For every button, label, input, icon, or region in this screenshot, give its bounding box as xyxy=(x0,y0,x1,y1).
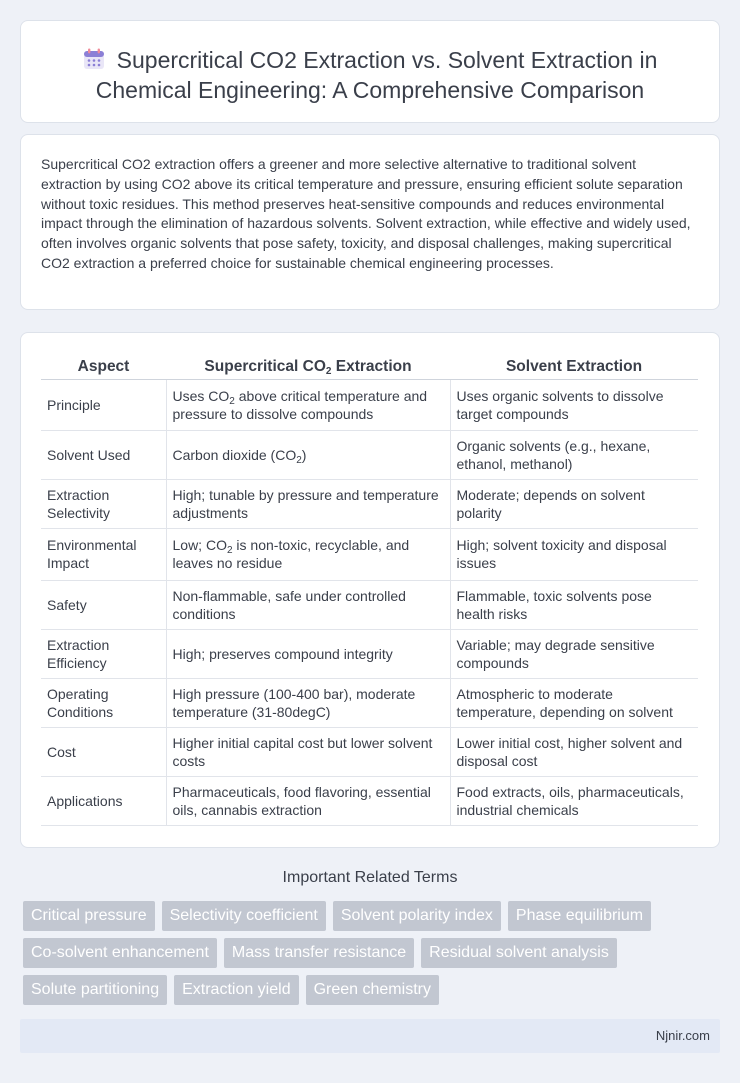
table-row xyxy=(41,629,698,678)
cell-supercritical-subscript: 2 xyxy=(229,395,235,407)
cell-supercritical xyxy=(166,727,450,776)
cell-aspect: Environmental Impact xyxy=(41,528,166,580)
header-aspect: Aspect xyxy=(41,353,166,379)
cell-supercritical xyxy=(166,678,450,727)
cell-solvent: Variable; may degrade sensitive compounds xyxy=(450,629,698,678)
related-term-tag[interactable]: Critical pressure xyxy=(23,901,155,931)
footer-site: Njnir.com xyxy=(655,1028,710,1043)
cell-aspect: Solvent Used xyxy=(41,430,166,479)
related-term-tag[interactable]: Green chemistry xyxy=(306,975,439,1005)
cell-solvent: Moderate; depends on solvent polarity xyxy=(450,479,698,528)
cell-aspect: Safety xyxy=(41,580,166,629)
header-supercritical-pre: Supercritical CO xyxy=(204,357,326,375)
cell-supercritical-text: Non-flammable, safe under controlled conditions xyxy=(172,587,406,622)
cell-supercritical-text: High; preserves compound integrity xyxy=(172,645,393,662)
cell-solvent: High; solvent toxicity and disposal issues xyxy=(450,528,698,580)
table-row xyxy=(41,580,698,629)
table-row xyxy=(41,528,698,580)
table-row xyxy=(41,776,698,825)
cell-supercritical-text: Carbon dioxide (CO xyxy=(172,446,297,463)
cell-supercritical-text: Higher initial capital cost but lower solvent costs xyxy=(172,734,433,769)
related-term-tag[interactable]: Extraction yield xyxy=(174,975,299,1005)
cell-supercritical xyxy=(166,580,450,629)
related-term-tag[interactable]: Mass transfer resistance xyxy=(224,938,414,968)
header-supercritical-post: Extraction xyxy=(331,357,412,375)
comparison-table xyxy=(41,353,698,826)
cell-solvent: Food extracts, oils, pharmaceuticals, industrial chemicals xyxy=(450,776,698,825)
title-card xyxy=(20,20,720,123)
cell-supercritical xyxy=(166,776,450,825)
cell-aspect: Extraction Efficiency xyxy=(41,629,166,678)
cell-solvent: Atmospheric to moderate temperature, depending on solvent xyxy=(450,678,698,727)
intro-paragraph: Supercritical CO2 extraction offers a greener and more selective alternative to traditional solvent extraction by using CO2 above its critical temperature and pressure, ensuring efficient solute separation without toxic residues. This method preserves heat-sensitive compounds and reduces environmental impact through the elimination of hazardous solvents. Solvent extraction, while effective and widely used, often involves organic solvents that pose safety, toxicity, and disposal challenges, making supercritical CO2 extraction a preferred choice for sustainable chemical engineering processes. xyxy=(41,156,691,271)
related-term-tag[interactable]: Residual solvent analysis xyxy=(421,938,617,968)
header-supercritical-sub: 2 xyxy=(325,365,332,377)
title-text: Supercritical CO2 Extraction vs. Solvent Extraction in Chemical Engineering: A Comprehensive Comparison xyxy=(95,47,658,103)
table-row xyxy=(41,727,698,776)
cell-supercritical-subscript: 2 xyxy=(226,545,233,556)
cell-supercritical-text-rest: is non-toxic, recyclable, and leaves no residue xyxy=(172,537,410,571)
cell-supercritical xyxy=(166,479,450,528)
related-term-tag[interactable]: Phase equilibrium xyxy=(508,901,651,931)
table-header-row xyxy=(41,353,698,379)
cell-aspect: Principle xyxy=(41,379,166,430)
related-terms-list xyxy=(23,901,723,1005)
cell-supercritical-subscript: 2 xyxy=(296,454,302,466)
header-solvent: Solvent Extraction xyxy=(450,353,698,379)
cell-supercritical xyxy=(166,430,450,479)
cell-supercritical-text-rest: above critical temperature and pressure to dissolve compounds xyxy=(172,387,428,422)
cell-supercritical xyxy=(166,629,450,678)
cell-aspect: Cost xyxy=(41,727,166,776)
cell-aspect: Applications xyxy=(41,776,166,825)
table-row xyxy=(41,678,698,727)
cell-solvent: Organic solvents (e.g., hexane, ethanol, methanol) xyxy=(450,430,698,479)
cell-supercritical-text: High pressure (100-400 bar), moderate temperature (31-80degC) xyxy=(172,685,416,720)
cell-solvent: Uses organic solvents to dissolve target compounds xyxy=(450,379,698,430)
cell-supercritical-text: Low; CO xyxy=(172,537,227,553)
table-row xyxy=(41,479,698,528)
related-term-tag[interactable]: Solvent polarity index xyxy=(333,901,501,931)
table-row xyxy=(41,379,698,430)
related-term-tag[interactable]: Solute partitioning xyxy=(23,975,167,1005)
cell-supercritical-text-rest: ) xyxy=(301,446,307,463)
cell-supercritical xyxy=(166,379,450,430)
cell-supercritical xyxy=(166,528,450,580)
comparison-card xyxy=(20,332,720,848)
footer xyxy=(20,1019,720,1053)
related-term-tag[interactable]: Selectivity coefficient xyxy=(162,901,326,931)
related-terms-heading: Important Related Terms xyxy=(282,869,458,886)
related-term-tag[interactable]: Co-solvent enhancement xyxy=(23,938,217,968)
cell-solvent: Flammable, toxic solvents pose health risks xyxy=(450,580,698,629)
table-row xyxy=(41,430,698,479)
page-title xyxy=(21,45,719,105)
cell-aspect: Operating Conditions xyxy=(41,678,166,727)
cell-supercritical-text: Uses CO xyxy=(172,387,230,404)
cell-supercritical-text: High; tunable by pressure and temperature adjustments xyxy=(172,486,439,521)
calendar-icon xyxy=(83,48,105,70)
intro-card xyxy=(20,134,720,310)
cell-supercritical-text: Pharmaceuticals, food flavoring, essential oils, cannabis extraction xyxy=(172,783,431,818)
header-supercritical xyxy=(166,353,450,379)
cell-solvent: Lower initial cost, higher solvent and disposal cost xyxy=(450,727,698,776)
cell-aspect: Extraction Selectivity xyxy=(41,479,166,528)
